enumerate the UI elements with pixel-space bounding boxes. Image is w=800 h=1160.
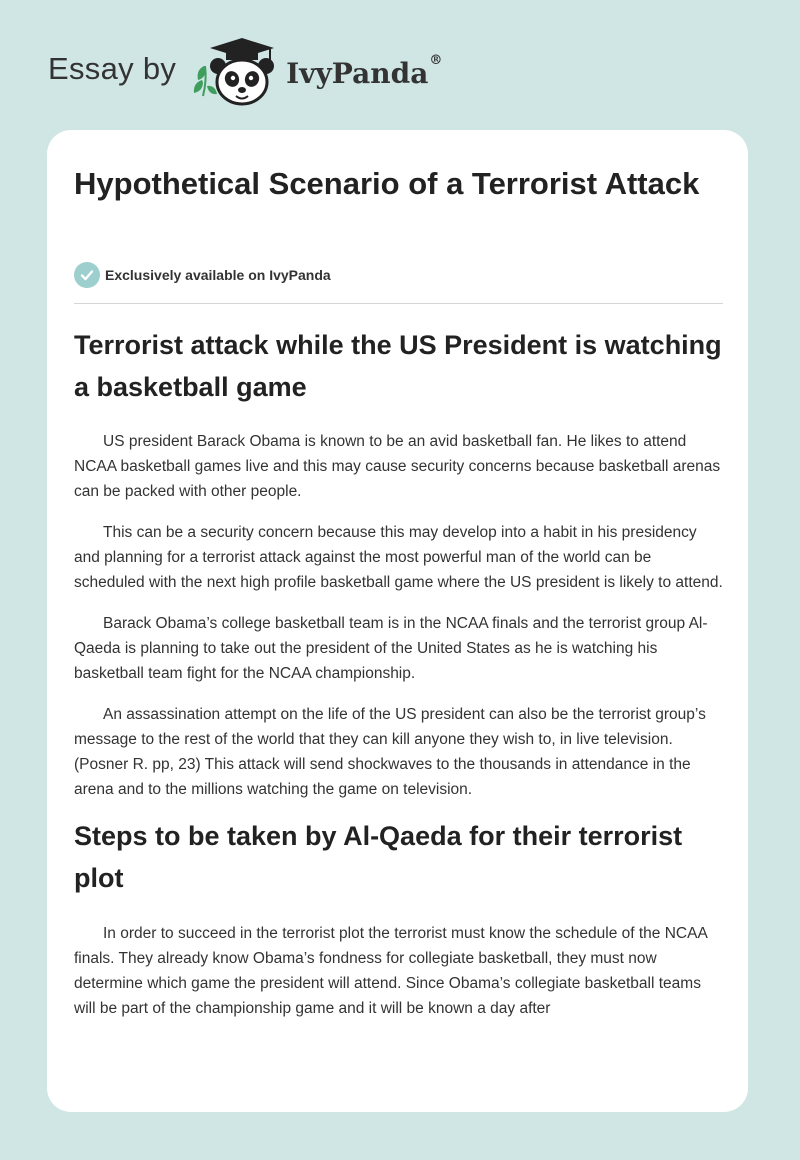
paragraph: In order to succeed in the terrorist plot the terrorist must know the schedule of the NCAA finals. They already know Obama’s fondness for collegiate basketball, they must now determine which game the president will attend. Since Obama’s collegiate basketball teams will be part of the championship game and it will be known a day after — [74, 925, 707, 1017]
section-heading: Terrorist attack while the US President is watching a basketball game — [74, 330, 722, 402]
brand-prefix: Essay by — [48, 51, 177, 86]
divider — [74, 303, 723, 304]
panda-graduate-icon — [190, 36, 282, 108]
exclusive-badge — [74, 262, 331, 288]
brand-name: IvyPanda® — [286, 52, 443, 90]
paragraph: An assassination attempt on the life of the US president can also be the terrorist group’s message to the rest of the world that they can kill anyone they wish to, in live television. (Posner R. pp, 23) This attack will send shockwaves to the thousands in attendance in the arena and to the millions watching the game on television. — [74, 706, 706, 798]
paragraph: Barack Obama’s college basketball team is in the NCAA finals and the terrorist group Al-Qaeda is planning to take out the president of the United States as he is watching his basketball team fight for the NCAA championship. — [74, 615, 708, 682]
check-icon — [74, 262, 100, 288]
essay-card — [47, 130, 748, 1112]
paragraph: US president Barack Obama is known to be an avid basketball fan. He likes to attend NCAA basketball games live and this may cause security concerns because basketball arenas can be packed with other people. — [74, 433, 721, 500]
exclusive-badge-text: Exclusively available on IvyPanda — [105, 267, 331, 283]
page-title: Hypothetical Scenario of a Terrorist Attack — [74, 166, 700, 201]
brand-header[interactable] — [48, 36, 442, 108]
article-body — [74, 324, 724, 1021]
paragraph: This can be a security concern because this may develop into a habit in his presidency and planning for a terrorist attack against the most powerful man of the world can be scheduled with the next high profile basketball game where the US president is likely to attend. — [74, 524, 723, 591]
section-heading: Steps to be taken by Al-Qaeda for their terrorist plot — [74, 821, 683, 893]
